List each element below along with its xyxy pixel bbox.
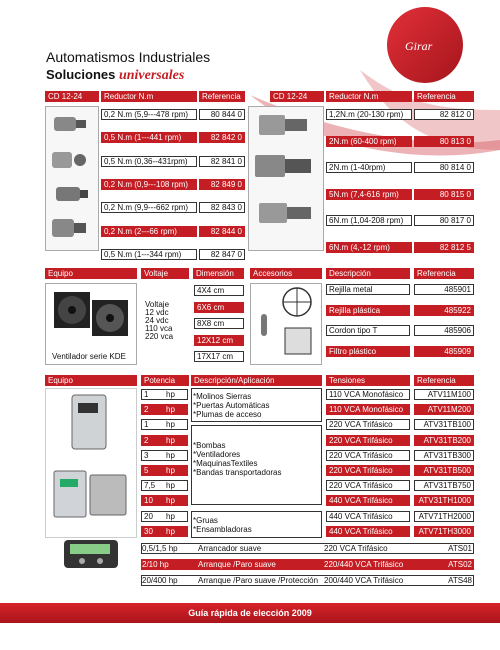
softstarter-pot: 0,5/1,5 hp — [142, 544, 178, 553]
power-cell — [141, 389, 188, 400]
reductor-right-spec: 2N.m (1-40rpm) — [326, 162, 412, 173]
header-reductor-right: Reductor N.m — [326, 91, 412, 102]
desc-box-2 — [191, 425, 322, 505]
power-cell — [141, 450, 188, 461]
page-subtitle — [46, 67, 184, 84]
application-line: *Gruas — [193, 516, 218, 525]
power-value: 7,5 — [144, 481, 156, 491]
reductor-left-spec: 0,5 N.m (1---344 rpm) — [101, 249, 197, 260]
power-value: 1 — [144, 420, 149, 430]
drive-image — [45, 388, 137, 538]
power-unit: hp — [166, 390, 175, 399]
power-cell — [141, 435, 188, 446]
voltage-cell: 440 VCA Trifásico — [326, 526, 410, 537]
softstarter-desc: Arrancador suave — [198, 544, 262, 553]
softstarter-ref: ATS01 — [448, 544, 472, 553]
reductor-left-spec: 0,2 N.m (9,9---662 rpm) — [101, 202, 197, 213]
reductor-left-ref: 82 841 0 — [199, 156, 245, 167]
reductor-right-ref: 80 817 0 — [414, 215, 474, 226]
accessory-desc: Rejilla plástica — [326, 305, 410, 316]
power-value: 10 — [144, 496, 153, 506]
voltage-110: 110 vca — [145, 324, 173, 333]
application-line: *Bandas transportadoras — [193, 468, 282, 477]
application-line: *Ensambladoras — [193, 525, 252, 534]
power-value: 5 — [144, 466, 149, 475]
softstarter-image — [62, 538, 120, 570]
drive-ref: ATV31TB100 — [414, 419, 474, 430]
reductor-right-ref: 80 815 0 — [414, 189, 474, 200]
power-value: 20 — [144, 511, 153, 521]
reductor-right-ref: 80 814 0 — [414, 162, 474, 173]
header-referencia-right: Referencia — [414, 91, 474, 102]
header-equipo-drive: Equipo — [45, 375, 137, 386]
reductor-left-ref: 80 844 0 — [199, 109, 245, 120]
softstarter-row — [141, 559, 474, 570]
power-unit: hp — [166, 450, 175, 460]
voltage-cell: 220 VCA Trifásico — [326, 450, 410, 461]
drive-ref: ATV71TH3000 — [414, 526, 474, 537]
header-referencia-left: Referencia — [199, 91, 245, 102]
footer-text: Guía rápida de elección 2009 — [188, 608, 312, 618]
header-potencia: Potencia — [141, 375, 189, 386]
accessory-ref: 485922 — [414, 305, 474, 316]
fan-dimension: 17X17 cm — [194, 351, 244, 362]
reductor-right-ref: 82 812 5 — [414, 242, 474, 253]
power-cell — [141, 526, 188, 537]
drive-icon — [46, 389, 136, 537]
reductor-left-spec: 0,2 N.m (0,9---108 rpm) — [101, 179, 197, 190]
header-voltaje: Voltaje — [141, 268, 189, 279]
reductor-left-ref: 82 847 0 — [199, 249, 245, 260]
power-cell — [141, 419, 188, 430]
header-reductor-left: Reductor N.m — [101, 91, 197, 102]
softstarter-t: 220/440 VCA Trifásico — [324, 560, 404, 569]
application-line: *Ventiladores — [193, 450, 241, 459]
header-dimension: Dimensión — [193, 268, 244, 279]
power-value: 3 — [144, 450, 149, 460]
softstarter-ref: ATS48 — [448, 576, 472, 585]
footer-bar — [0, 603, 500, 623]
fan-dimension: 8X8 cm — [194, 318, 244, 329]
desc-box-1 — [191, 388, 322, 422]
accessories-image — [250, 283, 322, 365]
drive-ref: ATV71TH2000 — [414, 511, 474, 522]
power-unit: hp — [166, 511, 175, 521]
power-value: 30 — [144, 526, 153, 536]
softstarter-t: 200/440 VCA Trifásico — [324, 576, 404, 585]
application-line: *Bombas — [193, 441, 226, 450]
reductor-left-spec: 0,2 N.m (5,9---478 rpm) — [101, 109, 197, 120]
drive-ref: ATV11M200 — [414, 404, 474, 415]
voltage-cell: 220 VCA Trifásico — [326, 419, 410, 430]
softstarter-row — [141, 543, 474, 554]
reductor-right-spec: 6N.m (1,04-208 rpm) — [326, 215, 412, 226]
application-line: *Molinos Sierras — [193, 392, 252, 401]
reductor-right-ref: 80 813 0 — [414, 136, 474, 147]
softstarter-desc: Arranque /Paro suave /Protección — [198, 576, 319, 585]
reductor-left-ref: 82 849 0 — [199, 179, 245, 190]
application-line: *MaquinasTextiles — [193, 459, 258, 468]
reductor-left-spec: 0,2 N.m (2---66 rpm) — [101, 226, 197, 237]
application-line: *Plumas de acceso — [193, 410, 262, 419]
voltage-220: 220 vca — [145, 332, 174, 341]
grille-icon — [251, 284, 321, 364]
drive-ref: ATV31TH1000 — [414, 495, 474, 506]
accessory-ref: 485909 — [414, 346, 474, 357]
subtitle-highlight: universales — [118, 68, 185, 83]
power-cell — [141, 495, 188, 506]
power-value: 2 — [144, 435, 149, 445]
softstarter-row — [141, 575, 474, 586]
reductor-right-spec: 6N.m (4,-12 rpm) — [326, 242, 412, 253]
girar-badge[interactable]: Girar — [405, 39, 433, 53]
power-value: 1 — [144, 390, 149, 399]
gearmotor-icon — [249, 107, 323, 250]
voltage-cell: 110 VCA Monofásico — [326, 404, 410, 415]
header-referencia-drive: Referencia — [414, 375, 474, 386]
keypad-icon — [62, 538, 120, 570]
power-cell — [141, 465, 188, 476]
accessory-desc: Cordon tipo T — [326, 325, 410, 336]
header-descripcion: Descripción — [326, 268, 410, 279]
reductor-right-spec: 1,2N.m (20-130 rpm) — [326, 109, 412, 120]
accessory-ref: 485901 — [414, 284, 474, 295]
voltage-cell: 440 VCA Trifásico — [326, 495, 410, 506]
power-unit: hp — [166, 435, 175, 445]
fan-dimension: 6X6 cm — [194, 302, 244, 313]
voltage-cell: 220 VCA Trifásico — [326, 480, 410, 491]
softstarter-desc: Arranque /Paro suave — [198, 560, 276, 569]
voltage-12: 12 vdc — [145, 308, 169, 317]
header-cd-left: CD 12-24 — [45, 91, 99, 102]
accessory-desc: Filtro plástico — [326, 346, 410, 357]
application-line: *Puertas Automáticas — [193, 401, 270, 410]
accessory-desc: Rejilla metal — [326, 284, 410, 295]
fan-dimension: 4X4 cm — [194, 285, 244, 296]
fan-icon — [46, 284, 136, 350]
power-cell — [141, 404, 188, 415]
drive-ref: ATV31TB200 — [414, 435, 474, 446]
header-referencia-fan: Referencia — [414, 268, 474, 279]
fan-caption: Ventilador serie KDE — [52, 352, 126, 361]
power-value: 2 — [144, 405, 149, 415]
header-tensiones: Tensiones — [326, 375, 410, 386]
softstarter-pot: 2/10 hp — [142, 560, 169, 569]
accessory-ref: 485906 — [414, 325, 474, 336]
power-unit: hp — [166, 466, 175, 475]
header-accesorios: Accesorios — [250, 268, 322, 279]
motor-icon — [46, 107, 98, 250]
drive-ref: ATV31TB750 — [414, 480, 474, 491]
reductor-left-ref: 82 842 0 — [199, 132, 245, 143]
header-descripcion-aplicacion: Descripción/Aplicación — [191, 375, 322, 386]
page-title: Automatismos Industriales — [46, 49, 211, 65]
reductor-left-spec: 0,5 N.m (0,36--431rpm) — [101, 156, 197, 167]
motor-reductor-image-right — [248, 106, 324, 251]
power-unit: hp — [166, 526, 175, 536]
desc-box-3 — [191, 511, 322, 538]
reductor-right-ref: 82 812 0 — [414, 109, 474, 120]
power-cell — [141, 511, 188, 522]
voltage-24: 24 vdc — [145, 316, 169, 325]
subtitle-text: Soluciones — [46, 67, 119, 82]
voltage-cell: 220 VCA Trifásico — [326, 465, 410, 476]
header-equipo-fan: Equipo — [45, 268, 137, 279]
drive-ref: ATV11M100 — [414, 389, 474, 400]
fan-dimension: 12X12 cm — [194, 335, 244, 346]
voltage-cell: 220 VCA Trifásico — [326, 435, 410, 446]
power-unit: hp — [166, 481, 175, 491]
voltage-cell: 110 VCA Monofásico — [326, 389, 410, 400]
reductor-left-ref: 82 844 0 — [199, 226, 245, 237]
voltage-cell: 440 VCA Trifásico — [326, 511, 410, 522]
drive-ref: ATV31TB300 — [414, 450, 474, 461]
reductor-right-spec: 5N.m (7,4-616 rpm) — [326, 189, 412, 200]
reductor-left-spec: 0,5 N.m (1---441 rpm) — [101, 132, 197, 143]
power-unit: hp — [166, 496, 175, 506]
power-unit: hp — [166, 405, 175, 415]
drive-ref: ATV31TB500 — [414, 465, 474, 476]
reductor-right-spec: 2N.m (60-400 rpm) — [326, 136, 412, 147]
reductor-left-ref: 82 843 0 — [199, 202, 245, 213]
softstarter-pot: 20/400 hp — [142, 576, 178, 585]
power-unit: hp — [166, 420, 175, 430]
header-cd-right: CD 12-24 — [270, 91, 324, 102]
voltage-label: Voltaje — [145, 300, 170, 309]
softstarter-ref: ATS02 — [448, 560, 472, 569]
motor-reductor-image-left — [45, 106, 99, 251]
softstarter-t: 220 VCA Trifásico — [324, 544, 388, 553]
power-cell — [141, 480, 188, 491]
